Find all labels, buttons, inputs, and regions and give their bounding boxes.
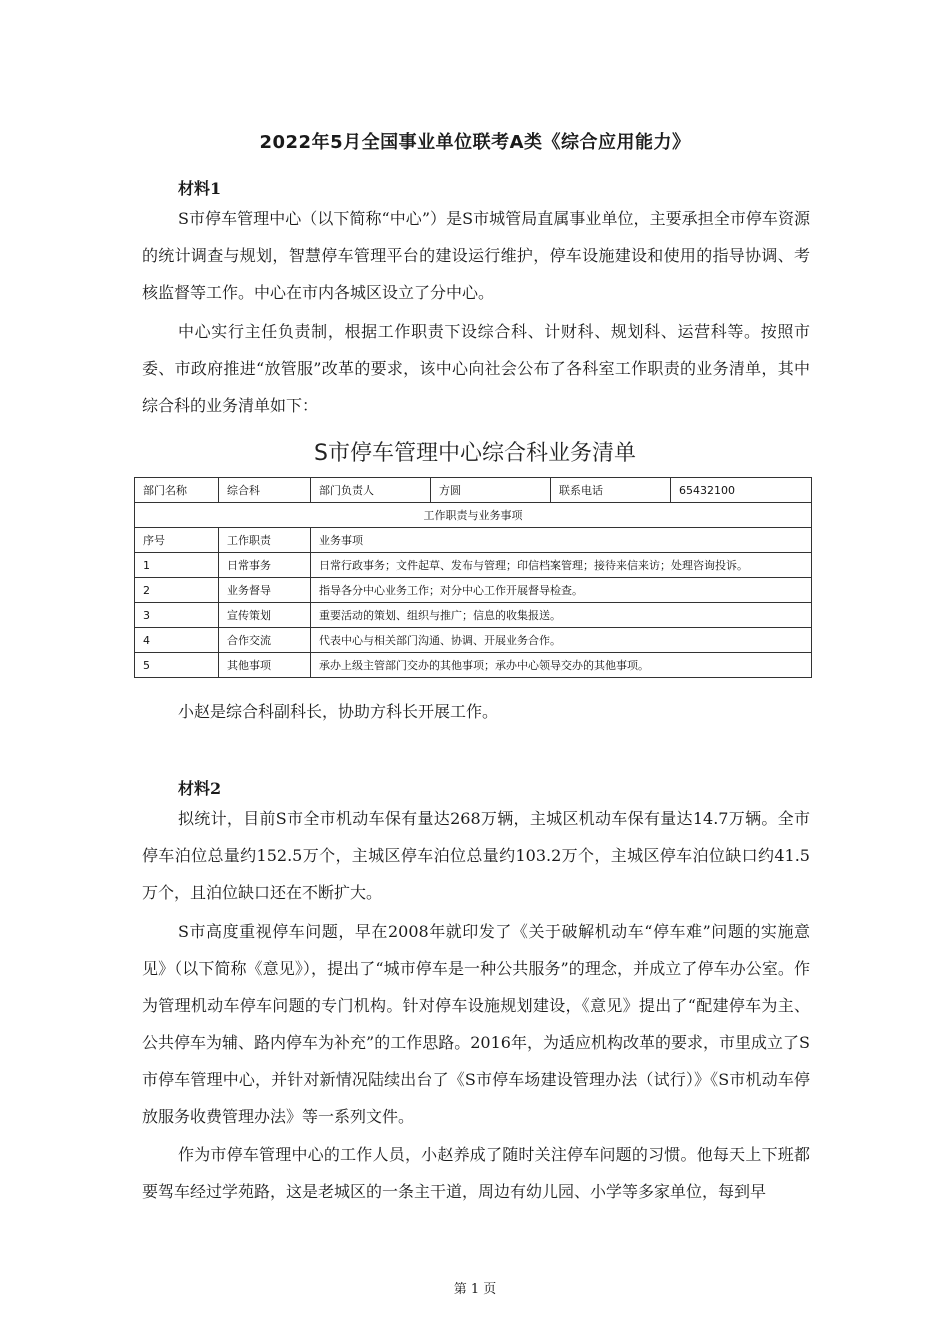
- row-items: 重要活动的策划、组织与推广；信息的收集报送。: [311, 603, 812, 628]
- material-2-paragraph-3: 作为市停车管理中心的工作人员，小赵养成了随时关注停车问题的习惯。他每天上下班都要驾车经过学苑路，这是老城区的一条主干道，周边有幼儿园、小学等多家单位，每到早: [142, 1145, 810, 1201]
- material-2-paragraph-2: S市高度重视停车问题，早在2008年就印发了《关于破解机动车“停车难”问题的实施意见》（以下简称《意见》），提出了“城市停车是一种公共服务”的理念，并成立了停车办公室。作为管理机动车停车问题的专门机构。针对停车设施规划建设，《意见》提出了“配建停车为主、公共停车为辅、路内停车为补充”的工作思路。2016年，为适应机构改革的要求，市里成立了S市停车管理中心，并针对新情况陆续出台了《S市停车场建设管理办法（试行）》《S市机动车停放服务收费管理办法》等一系列文件。: [142, 922, 810, 1126]
- row-duty: 日常事务: [219, 553, 311, 578]
- table-row: [135, 578, 812, 603]
- column-header-no: 序号: [135, 528, 219, 553]
- column-header-duty: 工作职责: [219, 528, 311, 553]
- table-title: S市停车管理中心综合科业务清单: [314, 441, 636, 466]
- material-2-paragraph-1: 拟统计，目前S市全市机动车保有量达268万辆，主城区机动车保有量达14.7万辆。全市停车泊位总量约152.5万个，主城区停车泊位总量约103.2万个，主城区停车泊位缺口约41.5万个，且泊位缺口还在不断扩大。: [142, 809, 810, 902]
- table-row: [135, 603, 812, 628]
- table-row: [135, 628, 812, 653]
- column-header-items: 业务事项: [311, 528, 812, 553]
- dept-name-value: 综合科: [219, 478, 311, 503]
- phone-label: 联系电话: [551, 478, 671, 503]
- page-number: 第 1 页: [453, 1282, 497, 1297]
- material-1-paragraph-3: 小赵是综合科副科长，协助方科长开展工作。: [178, 702, 499, 721]
- row-items: 代表中心与相关部门沟通、协调、开展业务合作。: [311, 628, 812, 653]
- row-items: 日常行政事务；文件起草、发布与管理；印信档案管理；接待来信来访；处理咨询投诉。: [311, 553, 812, 578]
- row-no: 1: [135, 553, 219, 578]
- row-no: 3: [135, 603, 219, 628]
- row-items: 承办上级主管部门交办的其他事项；承办中心领导交办的其他事项。: [311, 653, 812, 678]
- row-no: 5: [135, 653, 219, 678]
- document-title: 2022年5月全国事业单位联考A类《综合应用能力》: [259, 132, 691, 153]
- row-items: 指导各分中心业务工作；对分中心工作开展督导检查。: [311, 578, 812, 603]
- row-duty: 宣传策划: [219, 603, 311, 628]
- row-no: 4: [135, 628, 219, 653]
- table-row: [135, 553, 812, 578]
- table-header-info-row: [135, 478, 812, 503]
- dept-head-value: 方圆: [431, 478, 551, 503]
- table-column-header-row: [135, 528, 812, 553]
- dept-name-label: 部门名称: [135, 478, 219, 503]
- row-no: 2: [135, 578, 219, 603]
- dept-head-label: 部门负责人: [311, 478, 431, 503]
- row-duty: 其他事项: [219, 653, 311, 678]
- row-duty: 业务督导: [219, 578, 311, 603]
- row-duty: 合作交流: [219, 628, 311, 653]
- table-row: [135, 653, 812, 678]
- phone-value: 65432100: [671, 478, 812, 503]
- table-section-row: [135, 503, 812, 528]
- material-2-heading: 材料2: [178, 779, 222, 798]
- material-1-paragraph-2: 中心实行主任负责制，根据工作职责下设综合科、计财科、规划科、运营科等。按照市委、市政府推进“放管服”改革的要求，该中心向社会公布了各科室工作职责的业务清单，其中综合科的业务清单如下：: [142, 322, 810, 415]
- business-list-table: [134, 477, 812, 678]
- material-1-heading: 材料1: [178, 179, 222, 198]
- material-1-paragraph-1: S市停车管理中心（以下简称“中心”）是S市城管局直属事业单位，主要承担全市停车资源的统计调查与规划，智慧停车管理平台的建设运行维护，停车设施建设和使用的指导协调、考核监督等工作。中心在市内各城区设立了分中心。: [142, 209, 810, 302]
- table-section-title: 工作职责与业务事项: [135, 503, 812, 528]
